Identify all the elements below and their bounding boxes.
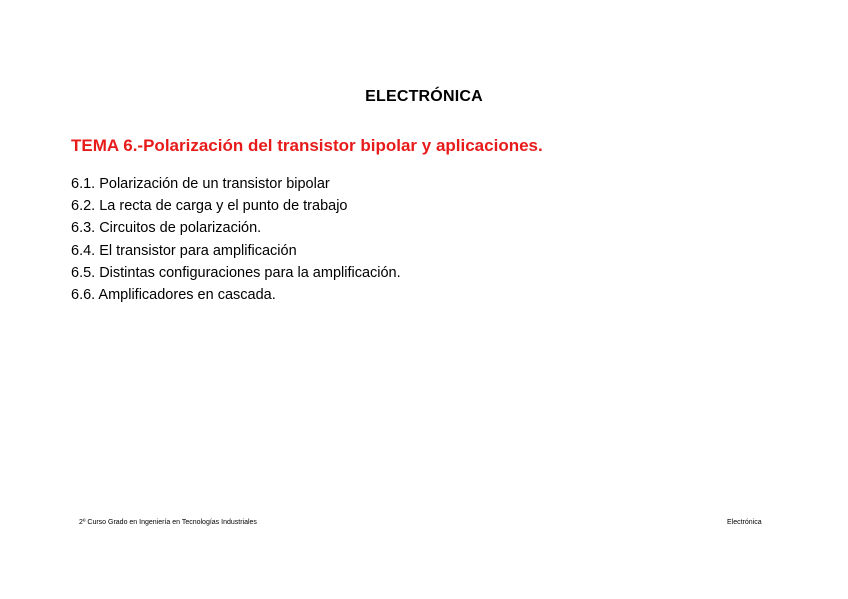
section-item: 6.1. Polarización de un transistor bipolar bbox=[71, 176, 330, 192]
subject-title: ELECTRÓNICA bbox=[365, 88, 483, 105]
section-item: 6.4. El transistor para amplificación bbox=[71, 242, 297, 259]
section-item: 6.3. Circuitos de polarización. bbox=[71, 220, 262, 237]
section-item: 6.6. Amplificadores en cascada. bbox=[71, 287, 276, 304]
section-item: 6.2. La recta de carga y el punto de trabajo bbox=[71, 198, 348, 215]
topic-heading: TEMA 6.-Polarización del transistor bipolar y aplicaciones. bbox=[71, 136, 543, 155]
section-list bbox=[71, 173, 401, 306]
footer-subject-label: Electrónica bbox=[727, 519, 762, 526]
footer-course-label: 2º Curso Grado en Ingeniería en Tecnologías Industriales bbox=[79, 519, 257, 526]
section-item: 6.5. Distintas configuraciones para la amplificación. bbox=[71, 264, 401, 281]
